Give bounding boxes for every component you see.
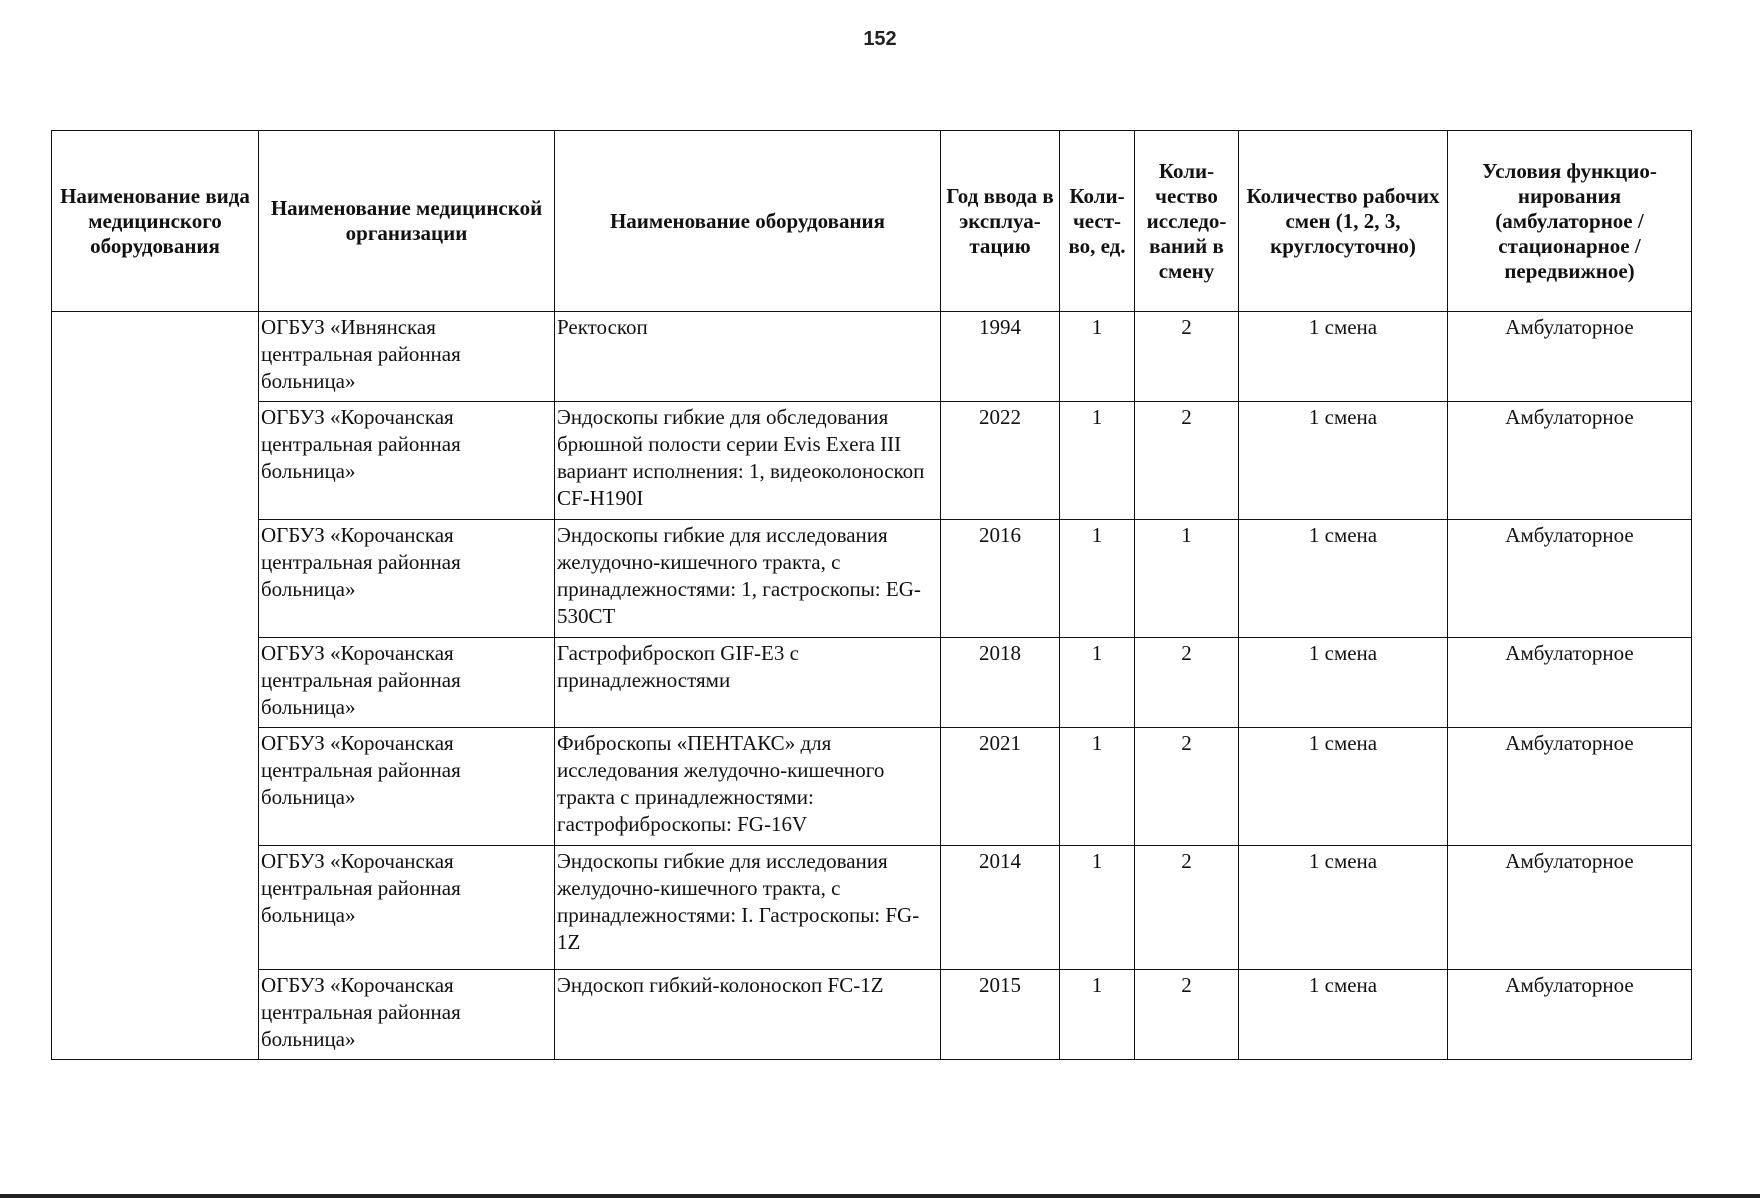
organization-cell: ОГБУЗ «Корочанская центральная районная больница» (259, 638, 555, 728)
table-row (52, 846, 1692, 970)
conditions-cell: Амбулаторное (1448, 846, 1692, 970)
exams-cell: 2 (1135, 402, 1239, 520)
equipment-cell: Эндоскопы гибкие для обследования брюшной полости серии Evis Exera III вариант исполнения: 1, видеоколоноскоп CF-H190I (555, 402, 941, 520)
page-number: 152 (863, 28, 897, 50)
exams-cell: 2 (1135, 312, 1239, 402)
shifts-cell: 1 смена (1239, 970, 1448, 1060)
equipment-cell: Эндоскопы гибкие для исследования желудочно-кишечного тракта, с принадлежностями: 1, гастроскопы: EG-530CT (555, 520, 941, 638)
shifts-cell: 1 смена (1239, 312, 1448, 402)
quantity-cell: 1 (1060, 402, 1135, 520)
quantity-cell: 1 (1060, 846, 1135, 970)
header-equipment-name: Наименование оборудования (555, 131, 941, 312)
year-cell: 1994 (941, 312, 1060, 402)
year-cell: 2015 (941, 970, 1060, 1060)
quantity-cell: 1 (1060, 520, 1135, 638)
table-row (52, 638, 1692, 728)
shifts-cell: 1 смена (1239, 846, 1448, 970)
table-row (52, 312, 1692, 402)
header-conditions: Условия функцио-нирования (амбулаторное / стационарное / передвижное) (1448, 131, 1692, 312)
equipment-table (51, 130, 1692, 1060)
equipment-cell: Эндоскоп гибкий-колоноскоп FC-1Z (555, 970, 941, 1060)
quantity-cell: 1 (1060, 312, 1135, 402)
year-cell: 2018 (941, 638, 1060, 728)
equipment-cell: Ректоскоп (555, 312, 941, 402)
conditions-cell: Амбулаторное (1448, 402, 1692, 520)
organization-cell: ОГБУЗ «Корочанская центральная районная больница» (259, 520, 555, 638)
table-header-row (52, 131, 1692, 312)
bottom-rule (0, 1194, 1760, 1198)
exams-cell: 2 (1135, 728, 1239, 846)
header-exams-per-shift: Коли-чество исследо-ваний в смену (1135, 131, 1239, 312)
exams-cell: 2 (1135, 638, 1239, 728)
table-row (52, 402, 1692, 520)
organization-cell: ОГБУЗ «Ивнянская центральная районная больница» (259, 312, 555, 402)
organization-cell: ОГБУЗ «Корочанская центральная районная больница» (259, 970, 555, 1060)
shifts-cell: 1 смена (1239, 638, 1448, 728)
equipment-cell: Гастрофиброскоп GIF-E3 с принадлежностями (555, 638, 941, 728)
header-year: Год ввода в эксплуа-тацию (941, 131, 1060, 312)
shifts-cell: 1 смена (1239, 520, 1448, 638)
organization-cell: ОГБУЗ «Корочанская центральная районная больница» (259, 728, 555, 846)
table-row (52, 728, 1692, 846)
equipment-cell: Фиброскопы «ПЕНТАКС» для исследования желудочно-кишечного тракта с принадлежностями: гастрофиброскопы: FG-16V (555, 728, 941, 846)
organization-cell: ОГБУЗ «Корочанская центральная районная больница» (259, 402, 555, 520)
year-cell: 2022 (941, 402, 1060, 520)
conditions-cell: Амбулаторное (1448, 638, 1692, 728)
table-row (52, 970, 1692, 1060)
conditions-cell: Амбулаторное (1448, 312, 1692, 402)
equipment-cell: Эндоскопы гибкие для исследования желудочно-кишечного тракта, с принадлежностями: I. Гастроскопы: FG-1Z (555, 846, 941, 970)
header-shifts: Количество рабочих смен (1, 2, 3, круглосуточно) (1239, 131, 1448, 312)
exams-cell: 2 (1135, 846, 1239, 970)
header-organization: Наименование медицинской организации (259, 131, 555, 312)
quantity-cell: 1 (1060, 970, 1135, 1060)
equipment-type-cell (52, 312, 259, 1060)
exams-cell: 1 (1135, 520, 1239, 638)
header-equipment-type: Наименование вида медицинского оборудования (52, 131, 259, 312)
quantity-cell: 1 (1060, 638, 1135, 728)
year-cell: 2016 (941, 520, 1060, 638)
shifts-cell: 1 смена (1239, 728, 1448, 846)
organization-cell: ОГБУЗ «Корочанская центральная районная больница» (259, 846, 555, 970)
shifts-cell: 1 смена (1239, 402, 1448, 520)
conditions-cell: Амбулаторное (1448, 728, 1692, 846)
conditions-cell: Амбулаторное (1448, 520, 1692, 638)
quantity-cell: 1 (1060, 728, 1135, 846)
conditions-cell: Амбулаторное (1448, 970, 1692, 1060)
table-row (52, 520, 1692, 638)
header-quantity: Коли-чест-во, ед. (1060, 131, 1135, 312)
year-cell: 2014 (941, 846, 1060, 970)
year-cell: 2021 (941, 728, 1060, 846)
exams-cell: 2 (1135, 970, 1239, 1060)
